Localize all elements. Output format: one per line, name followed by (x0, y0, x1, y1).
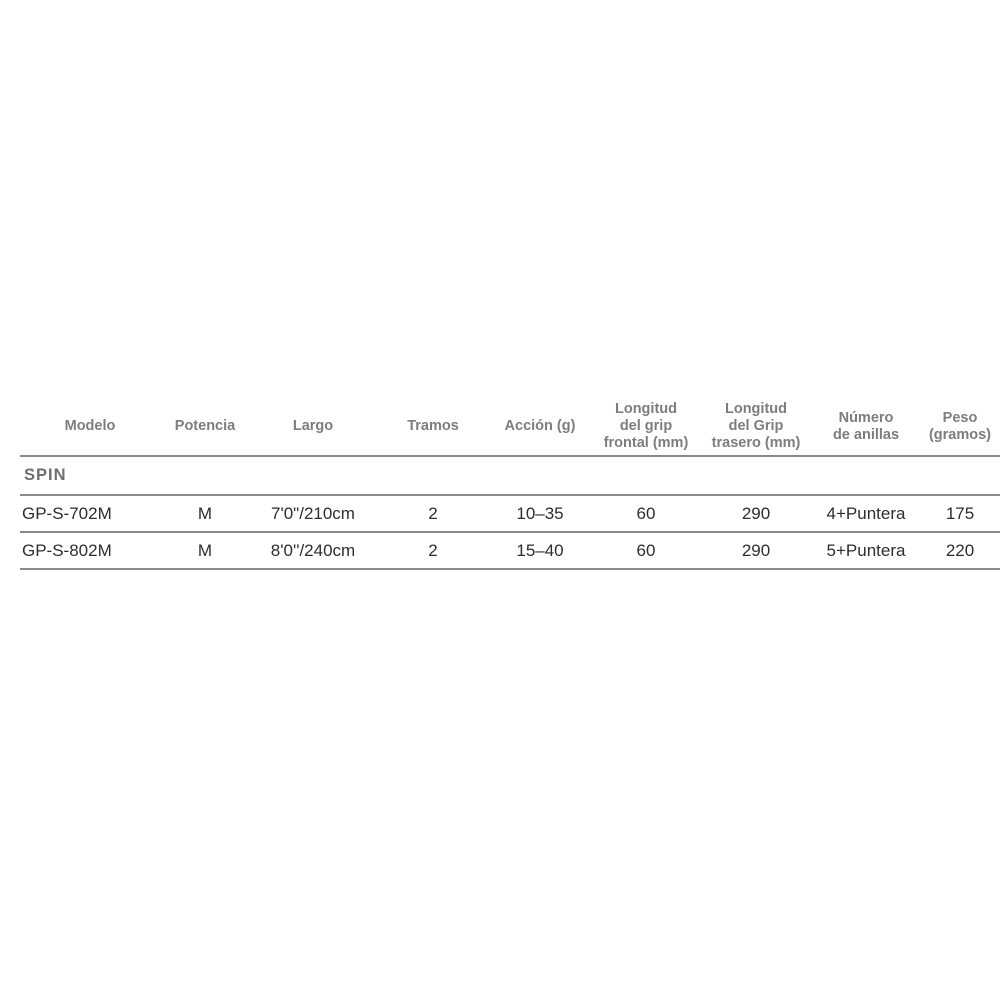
header-grip-trasero: Longitud del Grip trasero (mm) (711, 401, 801, 451)
cell-largo: 7'0"/210cm (271, 503, 355, 523)
cell-grip-frontal: 60 (636, 503, 656, 523)
header-accion: Acción (g) (504, 418, 576, 434)
cell-potencia: M (197, 503, 213, 523)
cell-numero-anillas: 5+Puntera (826, 540, 906, 560)
cell-potencia: M (197, 540, 213, 560)
cell-modelo: GP-S-802M (22, 540, 112, 560)
cell-accion: 10–35 (516, 503, 564, 523)
table-row (20, 496, 1000, 533)
header-grip-frontal: Longitud del grip frontal (mm) (603, 401, 689, 451)
cell-grip-trasero: 290 (741, 503, 771, 523)
header-peso: Peso (gramos) (928, 409, 992, 443)
cell-peso: 175 (945, 503, 975, 523)
cell-tramos: 2 (428, 503, 438, 523)
section-label: SPIN (24, 466, 67, 484)
cell-tramos: 2 (428, 540, 438, 560)
header-potencia: Potencia (174, 418, 236, 434)
header-tramos: Tramos (407, 418, 459, 434)
table-header-row (20, 398, 1000, 457)
section-row-spin (20, 457, 1000, 496)
header-largo: Largo (292, 418, 334, 434)
header-modelo: Modelo (64, 418, 116, 434)
cell-peso: 220 (945, 540, 975, 560)
cell-modelo: GP-S-702M (22, 503, 112, 523)
cell-grip-trasero: 290 (741, 540, 771, 560)
cell-numero-anillas: 4+Puntera (826, 503, 906, 523)
table-row (20, 533, 1000, 570)
cell-largo: 8'0''/240cm (270, 540, 356, 560)
header-numero-anillas: Número de anillas (832, 409, 900, 443)
spec-table (20, 398, 1000, 570)
cell-grip-frontal: 60 (636, 540, 656, 560)
cell-accion: 15–40 (516, 540, 564, 560)
